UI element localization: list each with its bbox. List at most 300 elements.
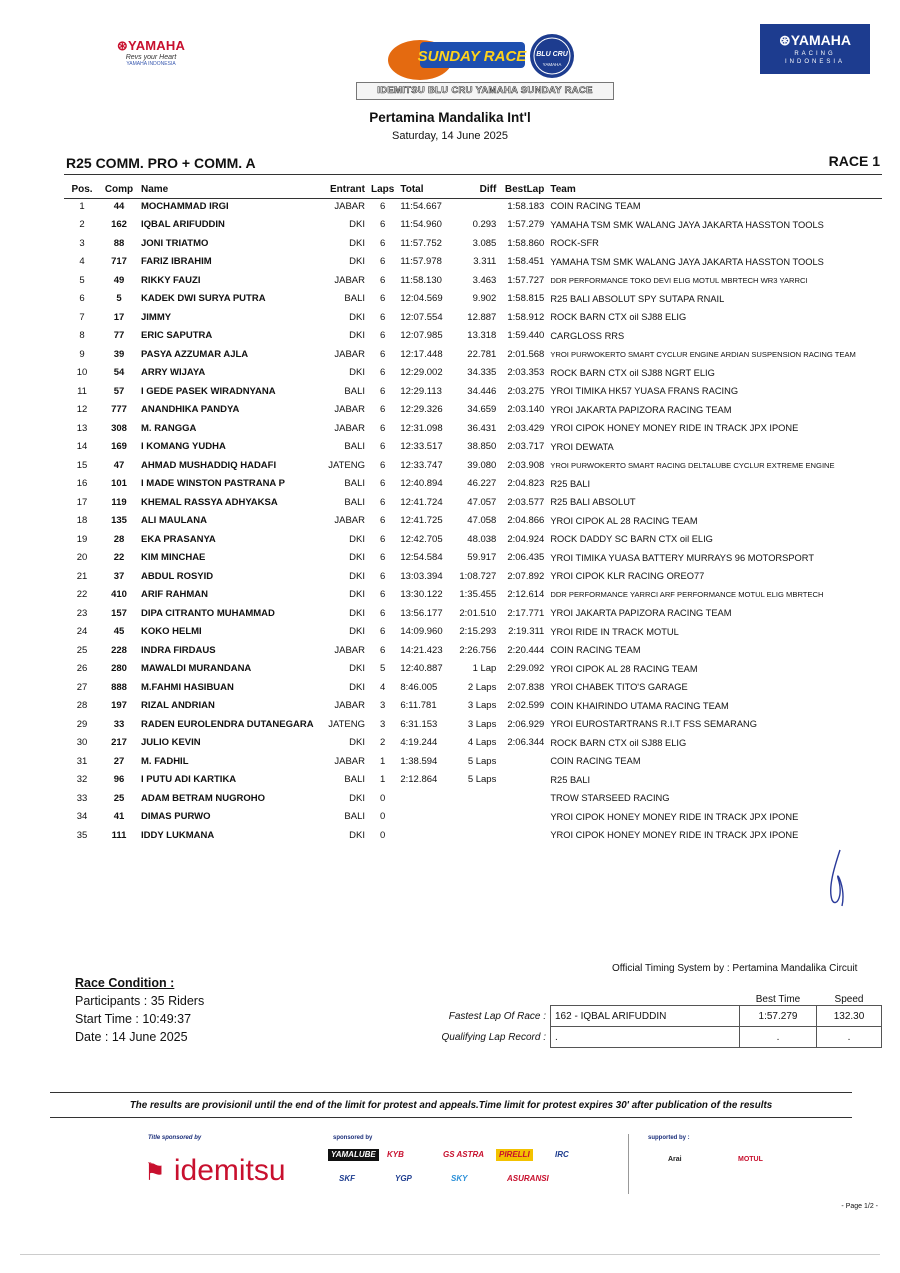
pos-cell: 21 (76, 570, 88, 582)
laps-cell: 2 (380, 737, 386, 749)
team-cell: YROI TIMIKA YUASA BATTERY MURRAYS 96 MOTORSPORT (550, 552, 814, 563)
team-cell: YROI CHABEK TITO'S GARAGE (550, 682, 688, 693)
pos-cell: 32 (76, 774, 88, 786)
entrant-cell: DKI (349, 607, 365, 619)
comp-cell: 888 (111, 681, 127, 693)
sponsor-logos (328, 1147, 618, 1193)
pos-cell: 18 (76, 515, 88, 527)
name-cell: MOCHAMMAD IRGI (141, 200, 229, 212)
entrant-cell: DKI (349, 330, 365, 342)
col-laps: Laps (371, 184, 395, 195)
diff-cell: 4 Laps (467, 737, 497, 749)
entrant-cell: DKI (349, 552, 365, 564)
table-row (64, 456, 884, 475)
laps-cell: 6 (380, 274, 386, 286)
table-row (64, 808, 884, 827)
bestlap-cell: 2:17.771 (507, 607, 545, 619)
comp-cell: 96 (113, 774, 125, 786)
col-comp: Comp (104, 184, 134, 195)
comp-cell: 119 (111, 496, 127, 508)
sponsor-logo: IRC (552, 1149, 572, 1161)
team-cell: ROCK DADDY SC BARN CTX oil ELIG (550, 534, 713, 545)
bestlap-cell: 2:06.344 (507, 737, 545, 749)
supporter-logos (645, 1152, 805, 1192)
diff-cell: 47.057 (467, 496, 497, 508)
pos-cell: 1 (79, 200, 85, 212)
bestlap-cell: 2:04.866 (507, 515, 545, 527)
diff-cell (453, 808, 499, 827)
comp-cell: 44 (113, 200, 125, 212)
bestlap-cell: 2:19.311 (508, 626, 545, 638)
pos-cell: 15 (76, 459, 88, 471)
diff-cell: 9.902 (472, 293, 497, 305)
diff-cell: 2:15.293 (459, 626, 497, 638)
entrant-cell: JABAR (334, 274, 365, 286)
diff-cell: 47.058 (467, 515, 497, 527)
diff-cell (453, 826, 499, 845)
comp-cell: 308 (111, 422, 127, 434)
yamaha-logo-left (96, 38, 206, 67)
entrant-cell: BALI (344, 811, 365, 823)
total-cell: 13:30.122 (400, 589, 443, 601)
name-cell: IDDY LUKMANA (141, 829, 215, 841)
bestlap-cell: 2:02.599 (507, 700, 545, 712)
team-cell: YROI JAKARTA PAPIZORA RACING TEAM (550, 608, 732, 619)
entrant-cell: DKI (349, 589, 365, 601)
table-row (64, 752, 884, 771)
entrant-cell: BALI (344, 441, 365, 453)
table-row (64, 493, 884, 512)
entrant-cell: DKI (349, 626, 365, 638)
name-cell: JIMMY (141, 311, 172, 323)
diff-cell: 3.085 (472, 237, 497, 249)
name-cell: INDRA FIRDAUS (141, 644, 216, 656)
pos-cell: 27 (76, 681, 88, 693)
pos-cell: 7 (79, 311, 85, 323)
comp-cell: 17 (113, 311, 125, 323)
diff-cell: 22.781 (467, 348, 497, 360)
table-row (64, 678, 884, 697)
divider (628, 1134, 629, 1194)
laps-cell: 6 (380, 256, 386, 268)
fastest-lap-rider: 162 - IQBAL ARIFUDDIN (551, 1006, 740, 1027)
total-cell (397, 789, 453, 808)
laps-cell: 4 (380, 681, 386, 693)
comp-cell: 27 (113, 755, 125, 767)
entrant-cell: DKI (349, 533, 365, 545)
name-cell: ADAM BETRAM NUGROHO (141, 792, 266, 804)
laps-cell: 6 (380, 533, 386, 545)
pos-cell: 10 (76, 367, 88, 379)
bestlap-cell: 2:12.614 (507, 589, 545, 601)
entrant-cell: BALI (344, 293, 365, 305)
comp-cell: 111 (111, 829, 127, 841)
diff-cell: 3.311 (473, 256, 497, 268)
laps-cell: 6 (380, 478, 386, 490)
supporter-logo: MOTUL (738, 1156, 763, 1163)
entrant-cell: DKI (349, 829, 365, 841)
total-cell: 2:12.864 (400, 774, 438, 786)
total-cell: 12:29.113 (400, 385, 442, 397)
name-cell: KADEK DWI SURYA PUTRA (141, 293, 266, 305)
team-cell: ROCK BARN CTX oil SJ88 ELIG (550, 737, 687, 748)
total-cell: 11:57.978 (400, 256, 442, 268)
name-cell: ALI MAULANA (141, 515, 207, 527)
bestlap-cell: 2:03.429 (507, 422, 545, 434)
comp-cell: 37 (113, 570, 125, 582)
total-cell: 12:31.098 (400, 422, 443, 434)
team-cell: YROI RIDE IN TRACK MOTUL (550, 626, 679, 637)
bestlap-cell: 2:20.444 (507, 644, 545, 656)
team-cell: COIN KHAIRINDO UTAMA RACING TEAM (550, 700, 729, 711)
sponsor-logo: GS ASTRA (440, 1149, 487, 1161)
disclaimer: The results are provisionil until the end of the limit for protest and appeals.Time limit for protest expires 30' after publication of the results (129, 1100, 773, 1111)
pos-cell: 9 (79, 348, 85, 360)
diff-cell: 13.318 (467, 330, 497, 342)
pos-cell: 28 (76, 700, 88, 712)
diff-cell: 1:35.455 (459, 589, 497, 601)
entrant-cell: JABAR (334, 422, 365, 434)
pos-cell: 13 (76, 422, 88, 434)
comp-cell: 54 (113, 367, 125, 379)
results-table (64, 182, 884, 845)
bestlap-cell (499, 826, 547, 845)
laps-cell: 6 (380, 367, 386, 379)
entrant-cell: JABAR (334, 755, 365, 767)
bestlap-cell: 1:58.183 (507, 200, 545, 212)
team-cell: COIN RACING TEAM (550, 201, 641, 212)
total-cell: 4:19.244 (400, 737, 438, 749)
diff-cell: 1:08.727 (459, 570, 497, 582)
table-row (64, 364, 884, 383)
blu-cru-sub: YAMAHA (542, 62, 562, 67)
divider (64, 174, 882, 175)
comp-cell: 88 (113, 237, 125, 249)
bestlap-cell: 1:58.912 (507, 311, 545, 323)
table-row (64, 771, 884, 790)
name-cell: RADEN EUROLENDRA DUTANEGARA (141, 718, 314, 730)
laps-cell: 6 (380, 644, 386, 656)
total-cell: 14:09.960 (400, 626, 443, 638)
pos-cell: 16 (76, 478, 88, 490)
venue-title: Pertamina Mandalika Int'l (369, 110, 531, 125)
table-row (64, 567, 884, 586)
total-cell: 12:07.554 (400, 311, 443, 323)
entrant-cell: DKI (349, 681, 365, 693)
diff-cell: 46.227 (467, 478, 497, 490)
team-cell: YAMAHA TSM SMK WALANG JAYA JAKARTA HASSTON TOOLS (550, 256, 824, 267)
diff-cell: 34.335 (467, 367, 497, 379)
signature (824, 848, 854, 908)
total-cell: 12:29.002 (400, 367, 443, 379)
team-cell: ROCK BARN CTX oil SJ88 NGRT ELIG (550, 367, 715, 378)
total-cell: 13:03.394 (400, 570, 443, 582)
comp-cell: 33 (113, 718, 125, 730)
team-cell: R25 BALI ABSOLUT SPY SUTAPA RNAIL (550, 293, 725, 304)
bestlap-cell: 2:07.838 (507, 681, 545, 693)
bestlap-cell (499, 808, 547, 827)
comp-cell: 49 (113, 274, 125, 286)
entrant-cell: JABAR (334, 515, 365, 527)
diff-cell: 1 Lap (472, 663, 497, 675)
name-cell: ABDUL ROSYID (141, 570, 214, 582)
col-pos: Pos. (71, 184, 93, 195)
tuning-fork-icon: ⊛ (116, 38, 129, 53)
name-cell: FARIZ IBRAHIM (141, 256, 212, 268)
total-cell: 12:04.569 (400, 293, 443, 305)
table-row (64, 290, 884, 309)
comp-cell: 25 (113, 792, 125, 804)
laps-cell: 3 (380, 718, 386, 730)
entrant-cell: DKI (349, 792, 365, 804)
entrant-cell: JABAR (334, 348, 365, 360)
name-cell: KHEMAL RASSYA ADHYAKSA (141, 496, 278, 508)
diff-cell: 3 Laps (467, 718, 497, 730)
speed-header: Speed (834, 993, 864, 1005)
comp-cell: 228 (111, 644, 127, 656)
laps-cell: 6 (380, 404, 386, 416)
tuning-fork-icon: ⊛ (779, 32, 791, 48)
col-bestlap: BestLap (504, 184, 545, 195)
pos-cell: 12 (76, 404, 88, 416)
bestlap-cell: 1:58.860 (507, 237, 545, 249)
bestlap-cell: 2:04.924 (507, 533, 545, 545)
name-cell: ERIC SAPUTRA (141, 330, 213, 342)
name-cell: AHMAD MUSHADDIQ HADAFI (141, 459, 277, 471)
team-cell: YROI PURWOKERTO SMART RACING DELTALUBE CYCLUR EXTREME ENGINE (550, 460, 835, 470)
total-cell: 12:29.326 (400, 404, 443, 416)
entrant-cell: JABAR (334, 700, 365, 712)
pos-cell: 3 (79, 237, 85, 249)
name-cell: DIPA CITRANTO MUHAMMAD (141, 607, 275, 619)
total-cell: 13:56.177 (400, 607, 443, 619)
qualifying-time: . (740, 1027, 817, 1048)
diff-cell: 48.038 (467, 533, 497, 545)
page-number: - Page 1/2 - (841, 1203, 878, 1210)
col-diff: Diff (479, 184, 497, 195)
col-entrant: Entrant (330, 184, 365, 195)
divider (20, 1254, 880, 1255)
supporter-logo: Arai (668, 1156, 682, 1163)
laps-cell: 6 (380, 459, 386, 471)
pos-cell: 8 (79, 330, 85, 342)
pos-cell: 5 (79, 274, 85, 286)
bestlap-cell: 2:03.275 (507, 385, 545, 397)
table-row (64, 438, 884, 457)
sunday-race-title: SUNDAY RACE (417, 48, 527, 65)
total-cell: 11:54.960 (400, 219, 442, 231)
sponsor-logo: SKF (336, 1173, 358, 1185)
pos-cell: 14 (76, 441, 88, 453)
bestlap-cell (499, 771, 547, 790)
table-row (64, 382, 884, 401)
total-cell: 12:54.584 (400, 552, 443, 564)
comp-cell: 41 (113, 811, 125, 823)
total-cell: 11:58.130 (400, 274, 442, 286)
pos-cell: 20 (76, 552, 88, 564)
name-cell: MAWALDI MURANDANA (141, 663, 252, 675)
fastest-lap-label: Fastest Lap Of Race : (448, 1010, 546, 1022)
name-cell: ANANDHIKA PANDYA (141, 404, 240, 416)
pos-cell: 2 (79, 219, 85, 231)
bestlap-cell: 1:57.727 (507, 274, 545, 286)
table-row (64, 623, 884, 642)
total-cell: 6:11.781 (400, 700, 437, 712)
bestlap-cell (499, 789, 547, 808)
name-cell: I MADE WINSTON PASTRANA P (141, 478, 285, 490)
team-cell: TROW STARSEED RACING (550, 793, 670, 804)
team-cell: COIN RACING TEAM (550, 645, 641, 656)
yamaha-sub: YAMAHA INDONESIA (126, 61, 176, 67)
diff-cell: 36.431 (467, 422, 497, 434)
laps-cell: 6 (380, 607, 386, 619)
laps-cell: 1 (380, 774, 386, 786)
total-cell: 12:40.887 (400, 663, 443, 675)
table-row (64, 401, 884, 420)
name-cell: M. RANGGA (141, 422, 197, 434)
comp-cell: 169 (111, 441, 127, 453)
diff-cell: 2 Laps (467, 681, 497, 693)
comp-cell: 101 (111, 478, 127, 490)
bestlap-cell: 2:07.892 (507, 570, 545, 582)
class-title: R25 COMM. PRO + COMM. A (66, 155, 256, 171)
fastest-lap-time: 1:57.279 (740, 1006, 817, 1027)
total-cell: 12:17.448 (400, 348, 443, 360)
divider (50, 1092, 852, 1093)
team-cell: R25 BALI ABSOLUT (550, 497, 636, 508)
fastest-lap-table (430, 993, 882, 1048)
yamaha-tagline: Revs your Heart (125, 54, 177, 61)
bestlap-cell: 2:04.823 (507, 478, 545, 490)
team-cell: DDR PERFORMANCE TOKO DEVI ELIG MOTUL MBRTECH WR3 YARRCI (550, 275, 808, 285)
team-cell: YROI JAKARTA PAPIZORA RACING TEAM (550, 404, 732, 415)
best-time-header: Best Time (755, 993, 801, 1005)
diff-cell: 2:01.510 (459, 607, 497, 619)
pos-cell: 30 (76, 737, 88, 749)
laps-cell: 5 (380, 663, 386, 675)
comp-cell: 157 (111, 607, 127, 619)
diff-cell (453, 197, 499, 216)
total-cell: 12:40.894 (400, 478, 443, 490)
diff-cell: 3 Laps (467, 700, 497, 712)
yamaha-racing-country: INDONESIA (784, 59, 845, 65)
table-row (64, 308, 884, 327)
table-row (64, 512, 884, 531)
diff-cell: 34.446 (467, 385, 497, 397)
yamaha-brand-text: YAMAHA (128, 38, 186, 53)
entrant-cell: BALI (344, 774, 365, 786)
comp-cell: 5 (116, 293, 122, 305)
name-cell: ARRY WIJAYA (141, 367, 206, 379)
laps-cell: 6 (380, 515, 386, 527)
event-banner: IDEMITSU BLU CRU YAMAHA SUNDAY RACE (356, 82, 614, 100)
qualifying-speed: . (817, 1027, 882, 1048)
bestlap-cell: 2:03.353 (507, 367, 545, 379)
comp-cell: 39 (113, 348, 125, 360)
results-body (64, 197, 884, 845)
qualifying-label: Qualifying Lap Record : (441, 1031, 546, 1043)
pos-cell: 19 (76, 533, 88, 545)
laps-cell: 6 (380, 348, 386, 360)
laps-cell: 6 (380, 422, 386, 434)
pos-cell: 25 (76, 644, 88, 656)
table-row (64, 715, 884, 734)
comp-cell: 777 (111, 404, 127, 416)
comp-cell: 280 (111, 663, 127, 675)
race-condition-title: Race Condition : (75, 976, 175, 990)
sunday-race-logo (380, 30, 580, 90)
entrant-cell: BALI (344, 385, 365, 397)
fastest-lap-row (430, 1006, 882, 1027)
col-name: Name (141, 184, 169, 195)
total-cell: 12:33.517 (400, 441, 443, 453)
entrant-cell: DKI (349, 311, 365, 323)
name-cell: RIKKY FAUZI (141, 274, 201, 286)
pos-cell: 4 (79, 256, 85, 268)
entrant-cell: BALI (344, 478, 365, 490)
laps-cell: 6 (380, 626, 386, 638)
table-row (64, 586, 884, 605)
diff-cell: 59.917 (467, 552, 497, 564)
total-cell: 11:57.752 (400, 237, 442, 249)
name-cell: KIM MINCHAE (141, 552, 206, 564)
idemitsu-text: idemitsu (173, 1154, 286, 1187)
entrant-cell: DKI (349, 663, 365, 675)
table-row (64, 697, 884, 716)
entrant-cell: JABAR (334, 644, 365, 656)
comp-cell: 717 (111, 256, 127, 268)
col-total: Total (400, 184, 424, 195)
pos-cell: 23 (76, 607, 88, 619)
team-cell: YROI EUROSTARTRANS R.I.T FSS SEMARANG (550, 719, 757, 730)
laps-cell: 3 (380, 700, 386, 712)
laps-cell: 6 (380, 200, 386, 212)
yamaha-racing-logo (760, 24, 870, 74)
entrant-cell: DKI (349, 737, 365, 749)
team-cell: YROI CIPOK KLR RACING OREO77 (550, 571, 705, 582)
laps-cell: 6 (380, 496, 386, 508)
name-cell: ARIF RAHMAN (141, 589, 209, 601)
idemitsu-mark-icon: ⚑ (144, 1159, 166, 1186)
team-cell: YAMAHA TSM SMK WALANG JAYA JAKARTA HASSTON TOOLS (550, 219, 824, 230)
team-cell: YROI CIPOK AL 28 RACING TEAM (550, 663, 698, 674)
sponsor-logo: ASURANSI (504, 1173, 552, 1185)
comp-cell: 410 (111, 589, 127, 601)
table-row (64, 734, 884, 753)
col-team: Team (550, 184, 576, 195)
name-cell: JONI TRIATMO (141, 237, 209, 249)
name-cell: KOKO HELMI (141, 626, 202, 638)
entrant-cell: DKI (349, 219, 365, 231)
laps-cell: 6 (380, 385, 386, 397)
supported-label: supported by : (648, 1135, 690, 1141)
comp-cell: 135 (111, 515, 127, 527)
table-row (64, 253, 884, 272)
diff-cell: 12.887 (467, 311, 497, 323)
yamaha-racing-brand: YAMAHA (790, 32, 851, 48)
team-cell: DDR PERFORMANCE YARRCI ARF PERFORMANCE MOTUL ELIG MBRTECH (550, 590, 824, 600)
team-cell: COIN RACING TEAM (550, 756, 641, 767)
sponsor-logo: YAMALUBE (328, 1149, 379, 1161)
total-cell (397, 808, 453, 827)
sponsor-logo: KYB (384, 1149, 407, 1161)
race-date: Date : 14 June 2025 (75, 1030, 188, 1044)
diff-cell (453, 789, 499, 808)
pos-cell: 26 (76, 663, 88, 675)
diff-cell: 2:26.756 (459, 644, 497, 656)
bestlap-cell: 1:58.815 (507, 293, 545, 305)
table-row (64, 604, 884, 623)
